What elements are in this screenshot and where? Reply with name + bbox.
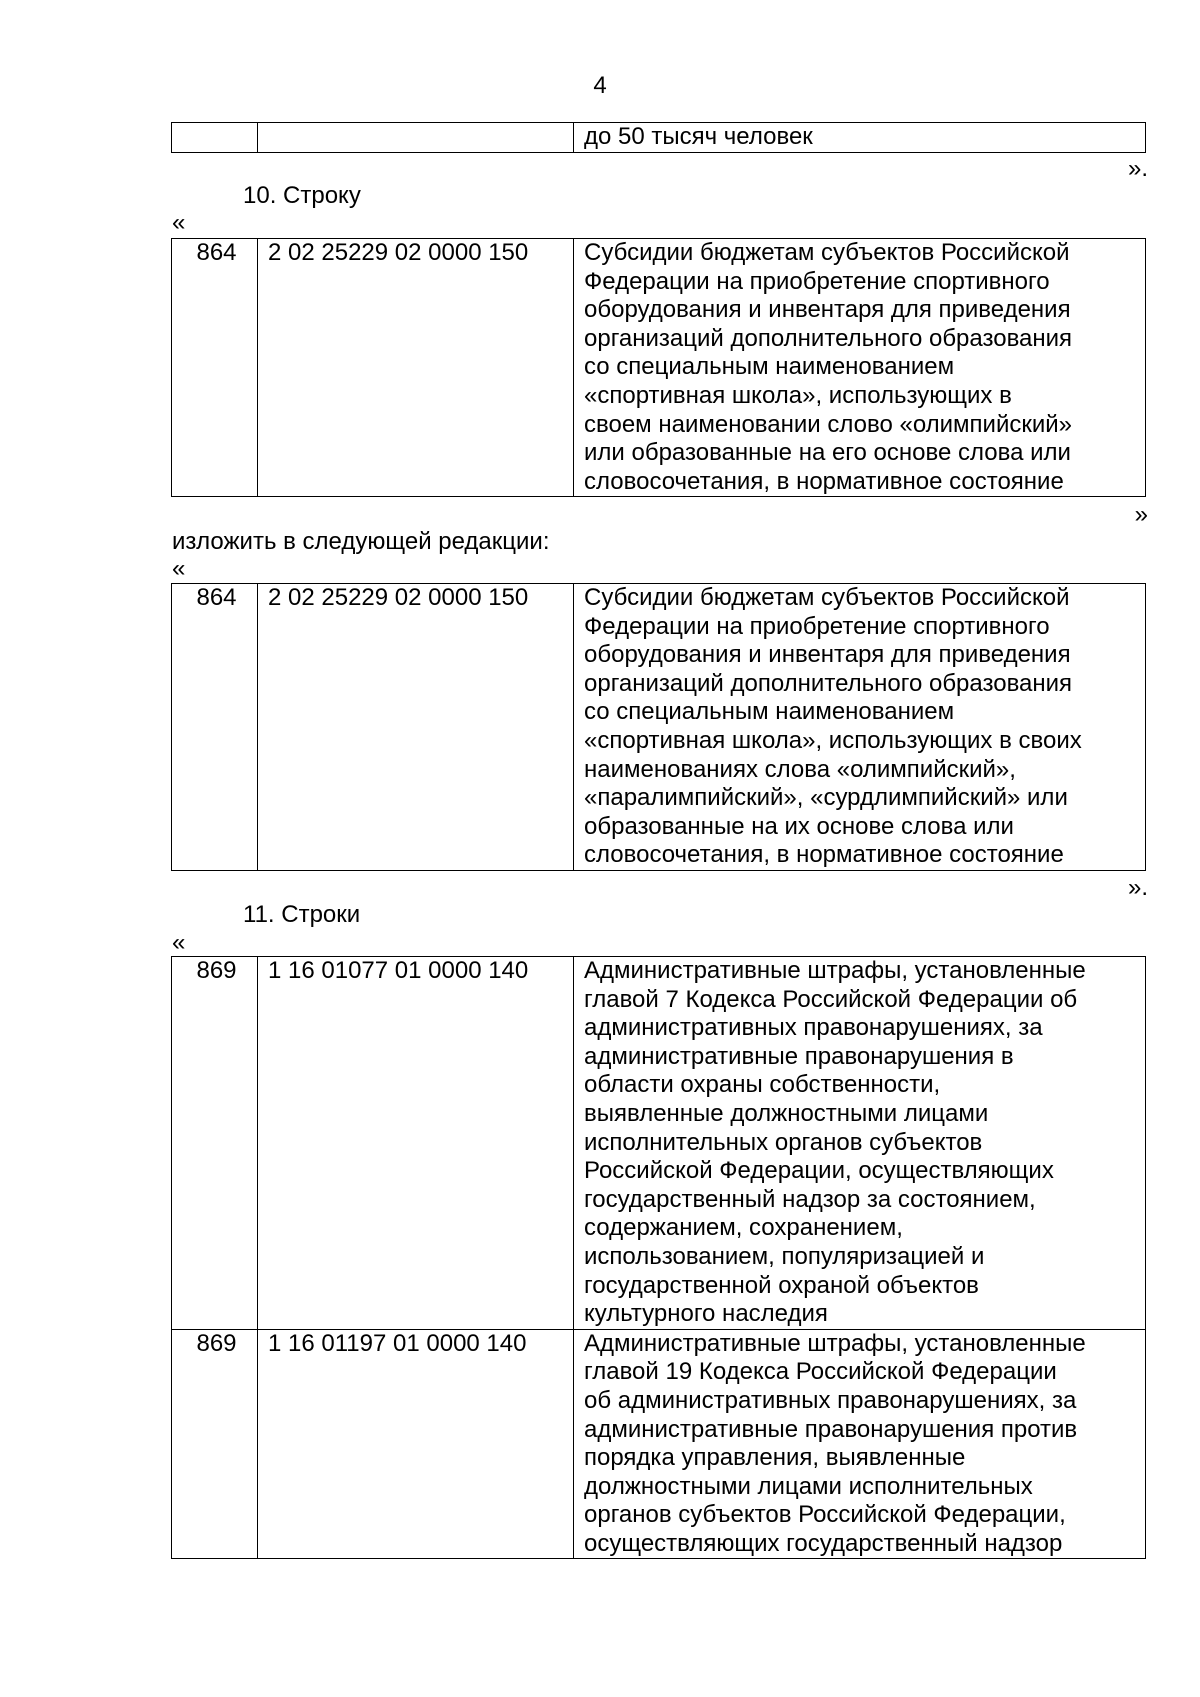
description-line: государственной охраной объектов <box>584 1271 979 1299</box>
description-line: использованием, популяризацией и <box>584 1242 985 1270</box>
description-line: Субсидии бюджетам субъектов Российской <box>584 584 1070 611</box>
replacement-instruction: изложить в следующей редакции: <box>172 528 550 555</box>
description-cell <box>574 239 1146 497</box>
description-line: административные правонарушения против <box>584 1415 1078 1443</box>
description-cell <box>574 584 1146 871</box>
table-item-11 <box>171 956 1146 1559</box>
table-row <box>172 584 1146 871</box>
description-line: «паралимпийский», «сурдлимпийский» или <box>584 784 1068 812</box>
description-line: порядка управления, выявленные <box>584 1444 966 1472</box>
admin-code-cell: 869 <box>172 957 258 1330</box>
description-line: Административные штрафы, установленные <box>584 1329 1086 1357</box>
description-line: оборудования и инвентаря для приведения <box>584 641 1071 669</box>
revenue-code-cell: 1 16 01077 01 0000 140 <box>258 957 574 1330</box>
item-11-heading: 11. Строки <box>243 901 361 928</box>
description-line: «спортивная школа», использующих в <box>584 381 1012 409</box>
description-line: «спортивная школа», использующих в своих <box>584 726 1082 754</box>
revenue-code-cell: 2 02 25229 02 0000 150 <box>258 584 574 871</box>
admin-code-cell: 864 <box>172 239 258 497</box>
description-line: оборудования и инвентаря для приведения <box>584 296 1071 324</box>
opening-quote: « <box>172 555 186 582</box>
closing-quote: ». <box>1127 874 1148 901</box>
description-line: выявленные должностными лицами <box>584 1099 989 1127</box>
description-line: или образованные на его основе слова или <box>584 439 1071 467</box>
description-line: организаций дополнительного образования <box>584 324 1073 352</box>
description-line: административных правонарушениях, за <box>584 1014 1043 1042</box>
opening-quote: « <box>172 929 186 956</box>
admin-code-cell: 864 <box>172 584 258 871</box>
table-row <box>172 1329 1146 1559</box>
description-line: Федерации на приобретение спортивного <box>584 267 1050 295</box>
description-line: содержанием, сохранением, <box>584 1214 903 1242</box>
description-line: государственный надзор за состоянием, <box>584 1185 1036 1213</box>
description-line: Административные штрафы, установленные <box>584 957 1086 984</box>
revenue-code-cell: 1 16 01197 01 0000 140 <box>258 1329 574 1559</box>
description-line: до 50 тысяч человек <box>584 123 813 150</box>
description-cell <box>574 1329 1146 1559</box>
description-line: области охраны собственности, <box>584 1071 941 1099</box>
description-line: со специальным наименованием <box>584 353 955 381</box>
table-item-10-new <box>171 583 1146 871</box>
table-row <box>172 239 1146 497</box>
description-line: культурного наследия <box>584 1300 828 1328</box>
table-row <box>172 957 1146 1330</box>
description-line: словосочетания, в нормативное состояние <box>584 841 1064 869</box>
table-item-10-old <box>171 238 1146 497</box>
description-line: органов субъектов Российской Федерации, <box>584 1501 1066 1529</box>
description-line: исполнительных органов субъектов <box>584 1128 983 1156</box>
description-line: осуществляющих государственный надзор <box>584 1529 1063 1557</box>
description-line: Российской Федерации, осуществляющих <box>584 1157 1054 1185</box>
description-line: словосочетания, в нормативное состояние <box>584 467 1064 495</box>
description-line: административные правонарушения в <box>584 1042 1014 1070</box>
description-line: образованные на их основе слова или <box>584 812 1014 840</box>
description-line: главой 7 Кодекса Российской Федерации об <box>584 985 1078 1013</box>
description-cell <box>574 123 1146 153</box>
description-cell <box>574 957 1146 1330</box>
table-continuation <box>171 122 1146 153</box>
description-line: наименованиях слова «олимпийский», <box>584 755 1016 783</box>
description-line: должностными лицами исполнительных <box>584 1472 1033 1500</box>
closing-quote: ». <box>1127 155 1148 182</box>
admin-code-cell <box>172 123 258 153</box>
table-row <box>172 123 1146 153</box>
revenue-code-cell <box>258 123 574 153</box>
description-line: Федерации на приобретение спортивного <box>584 612 1050 640</box>
description-line: Субсидии бюджетам субъектов Российской <box>584 239 1070 266</box>
description-line: главой 19 Кодекса Российской Федерации <box>584 1358 1057 1386</box>
admin-code-cell: 869 <box>172 1329 258 1559</box>
page-number: 4 <box>593 72 607 99</box>
closing-quote: » <box>1134 501 1148 528</box>
description-line: организаций дополнительного образования <box>584 669 1073 697</box>
item-10-heading: 10. Строку <box>243 182 361 209</box>
description-line: своем наименовании слово «олимпийский» <box>584 410 1073 438</box>
opening-quote: « <box>172 209 186 236</box>
revenue-code-cell: 2 02 25229 02 0000 150 <box>258 239 574 497</box>
description-line: об административных правонарушениях, за <box>584 1386 1077 1414</box>
description-line: со специальным наименованием <box>584 698 955 726</box>
